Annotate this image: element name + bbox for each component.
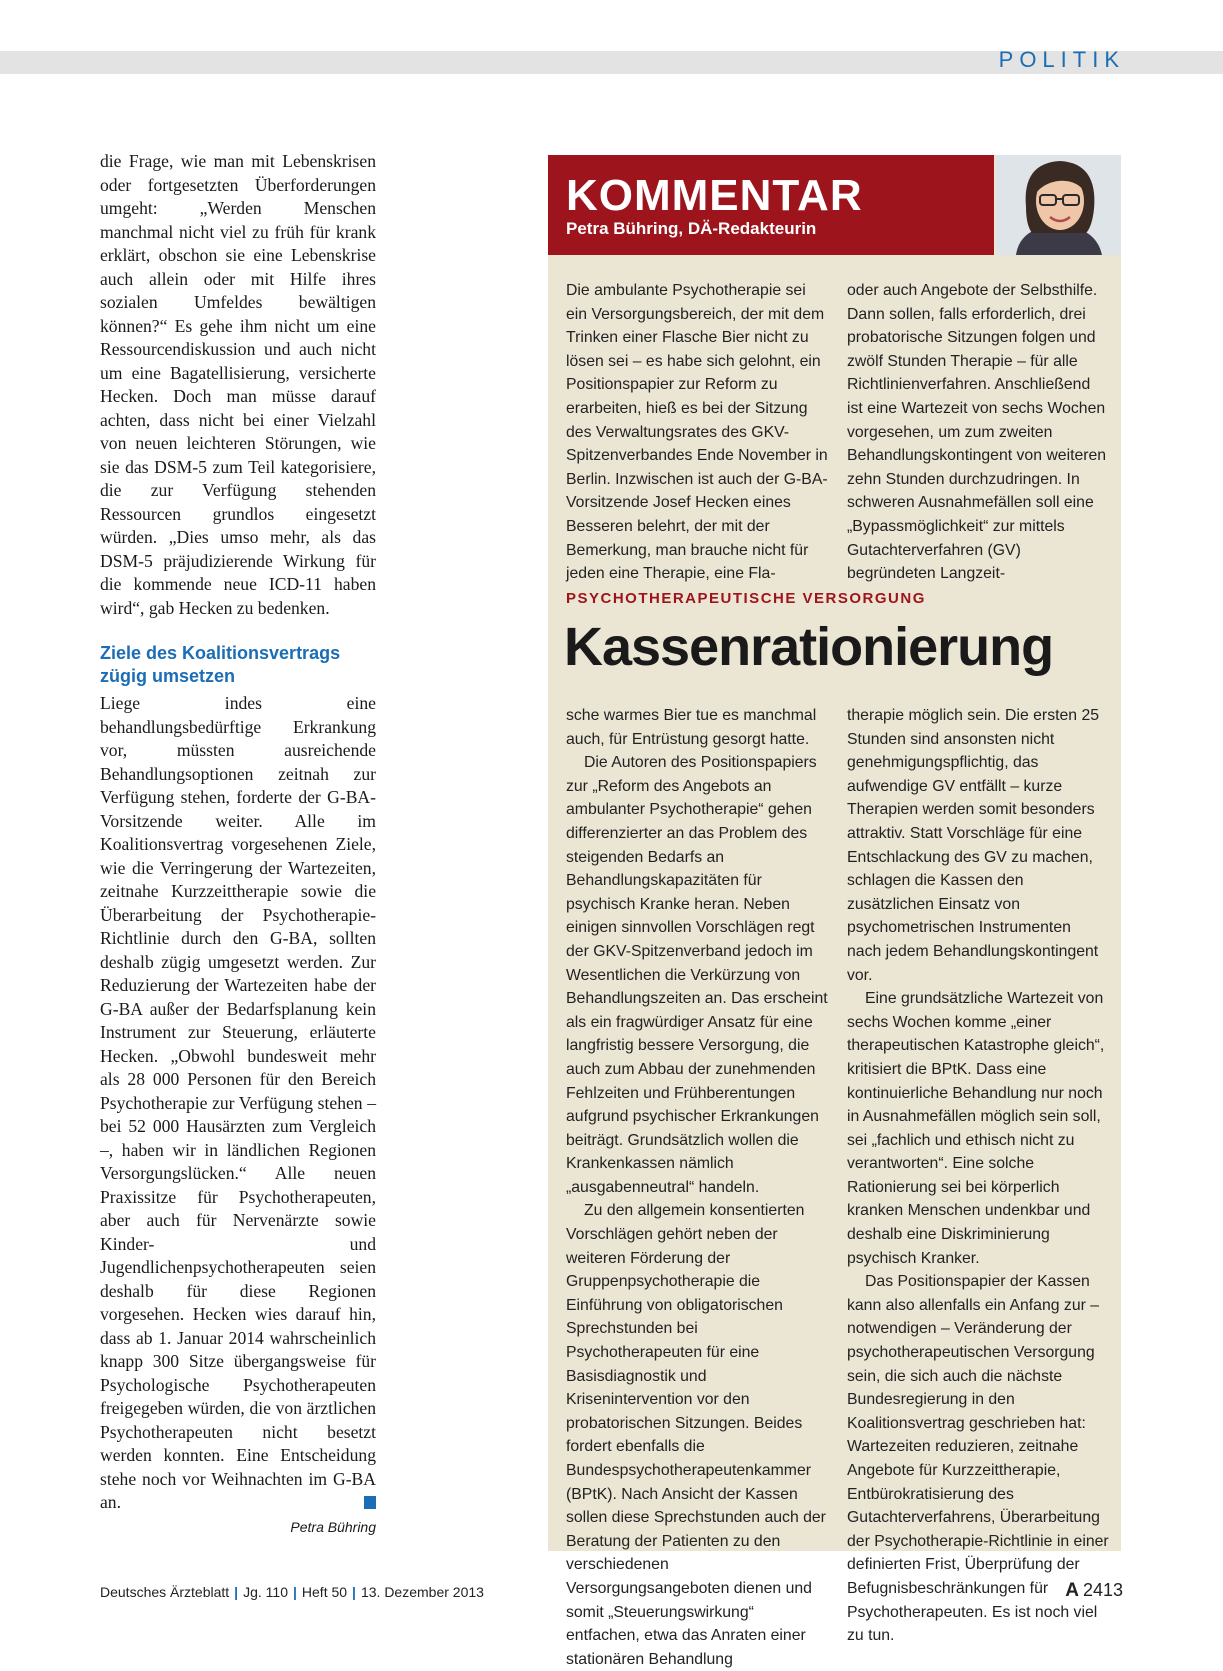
kommentar-header: [548, 155, 994, 255]
kommentar-headline: Kassenrationierung: [564, 617, 1054, 677]
kommentar-paragraph: sche warmes Bier tue es manchmal auch, für Entrüstung gesorgt hatte.: [566, 707, 817, 748]
page-number: [1065, 1580, 1123, 1602]
kommentar-label: KOMMENTAR: [566, 171, 863, 220]
page-prefix: A: [1065, 1580, 1079, 1601]
footer-journal: Deutsches Ärzteblatt: [100, 1584, 230, 1600]
article-paragraph: die Frage, wie man mit Lebenskrisen oder fortgesetzten Überforderungen umgeht: „Werden Menschen manchmal nicht viel zu früh für krank erklärt, obschon sie eine Lebenskrise auch allein oder mit Hilfe ihres sozialen Umfeldes bewältigen können?“ Es gehe ihm nicht um eine Ressourcendiskussion und auch nicht um eine Bagatellisierung, versicherte Hecken. Doch man müsse darauf achten, dass nicht bei einer Vielzahl von neuen leichteren Störungen, wie sie das DSM-5 zum Teil kategorisiere, die zur Verfügung stehenden Ressourcen grundlos eingesetzt würden. „Dies umso mehr, als das DSM-5 präjudizierende Wirkung für die kommende neue ICD-11 haben wird“, gab Hecken zu bedenken.: [100, 151, 376, 618]
kommentar-text-column: [566, 279, 828, 586]
footer-date: 13. Dezember 2013: [360, 1584, 484, 1600]
footer-volume: Jg. 110: [243, 1584, 288, 1600]
page-number-value: 2413: [1082, 1580, 1123, 1600]
article-subheading: Ziele des Koalitionsvertrags zügig umsetzen: [100, 643, 341, 686]
kommentar-paragraph: Die ambulante Psychotherapie sei ein Versorgungsbereich, der mit dem Trinken einer Flasche Bier nicht zu lösen sei – es habe sich gelohnt, ein Positionspapier zur Reform zu erarbeiten, hieß es bei der Sitzung des Verwaltungsrates des GKV-Spitzenverbandes Ende November in Berlin. Inzwischen ist auch der G-BA-Vorsitzende Josef Hecken eines Besseren belehrt, der mit der Bemerkung, man brauche nicht für jeden eine Therapie, eine Fla-: [566, 282, 828, 583]
footer-separator: |: [352, 1584, 356, 1600]
page-footer: [100, 1584, 484, 1600]
article-paragraph: Liege indes eine behandlungsbedürftige Erkrankung vor, müssten ausreichende Behandlungsoptionen zeitnah zur Verfügung stehen, forderte der G-BA-Vorsitzende weiter. Alle im Koalitionsvertrag vorgesehenen Ziele, wie die Verringerung der Wartezeiten, zeitnahe Kurzzeittherapie sowie die Überarbeitung der Psychotherapie-Richtlinie durch den G-BA, sollten deshalb zügig umgesetzt werden. Zur Reduzierung der Wartezeiten habe der G-BA außer der Bedarfsplanung kein Instrument zur Steuerung, erläuterte Hecken. „Obwohl bundesweit mehr als 28 000 Personen für den Bereich Psychotherapie zur Verfügung stehen – bei 52 000 Hausärzten zum Vergleich –, haben wir in ländlichen Regionen Versorgungslücken.“ Alle neuen Praxissitze für Psychotherapeuten, aber auch für Nervenärzte sowie Kinder- und Jugendlichenpsychotherapeuten seien deshalb für diese Regionen vorgesehen. Hecken wies darauf hin, dass ab 1. Januar 2014 wahrscheinlich knapp 300 Sitze übergangsweise für Psychologische Psychotherapeuten freigegeben würden, die von ärztlichen Psychotherapeuten nicht besetzt werden konnten. Eine Entscheidung stehe noch vor Weihnachten im G-BA an.: [100, 693, 376, 1512]
portrait-photo-icon: [996, 155, 1121, 255]
kommentar-paragraph: Das Positionspapier der Kassen kann also allenfalls ein Anfang zur – notwendigen – Veränderung der psychotherapeutischen Versorgung sein, die sich auch die nächste Bundesregierung in den Koalitionsvertrag geschrieben hat: Wartezeiten reduzieren, zeitnahe Angebote für Kurzzeittherapie, Entbürokratisierung des Gutachterverfahrens, Überarbeitung der Psychotherapie-Richtlinie in einer definierten Frist, Überprüfung der Befugnisbeschränkungen für Psychotherapeuten. Es ist noch viel zu tun.: [847, 1273, 1109, 1645]
kommentar-paragraph: oder auch Angebote der Selbsthilfe. Dann sollen, falls erforderlich, drei probatorische Sitzungen folgen und zwölf Stunden Therapie – für alle Richtlinienverfahren. Anschließend ist eine Wartezeit von sechs Wochen vorgesehen, um zum zweiten Behandlungskontingent von weiteren zehn Stunden durchzudringen. In schweren Ausnahmefällen soll eine „Bypassmöglichkeit“ zur mittels Gutachterverfahren (GV) begründeten Langzeit-: [847, 282, 1107, 583]
article-author: Petra Bühring: [290, 1518, 376, 1535]
kommentar-paragraph: Eine grundsätzliche Wartezeit von sechs Wochen komme „einer therapeutischen Katastrophe gleich“, kritisiert die BPtK. Dass eine kontinuierliche Behandlung nur noch in Ausnahmefällen möglich sein soll, sei „fachlich und ethisch nicht zu verantworten“. Eine solche Rationierung sei bei körperlich kranken Menschen undenkbar und deshalb eine Diskriminierung psychisch Kranker.: [847, 990, 1105, 1267]
kommentar-paragraph: Die Autoren des Positionspapiers zur „Reform des Angebots an ambulanter Psychotherapie“ gehen differenzierter an das Problem des steigenden Bedarfs an Behandlungskapazitäten für psychisch Kranke heran. Neben einigen sinnvollen Vorschlägen regt der GKV-Spitzenverband jedoch im Wesentlichen die Verkürzung von Behandlungszeiten an. Das erscheint als ein fragwürdiger Ansatz für eine langfristig bessere Versorgung, die auch zum Abbau der zunehmenden Fehlzeiten und Frühberentungen aufgrund psychischer Erkrankungen beiträgt. Grundsätzlich wollen die Krankenkassen nämlich „ausgabenneutral“ handeln.: [566, 754, 828, 1196]
footer-separator: |: [292, 1584, 297, 1600]
kommentar-paragraph: therapie möglich sein. Die ersten 25 Stunden sind ansonsten nicht genehmigungspflichtig, das aufwendige GV entfällt – kurze Therapien werden somit besonders attraktiv. Statt Vorschläge für eine Entschlackung des GV zu machen, schlagen die Kassen den zusätzlichen Einsatz von psychometrischen Instrumenten nach jedem Behandlungskontingent vor.: [847, 707, 1100, 984]
kommentar-paragraph: Zu den allgemein konsentierten Vorschlägen gehört neben der weiteren Förderung der Gruppenpsychotherapie die Einführung von obligatorischen Sprechstunden bei Psychotherapeuten für eine Basisdiagnostik und Krisenintervention vor den probatorischen Sitzungen. Beides fordert ebenfalls die Bundespsychotherapeutenkammer (BPtK). Nach Ansicht der Kassen sollen diese Sprechstunden auch der Beratung der Patienten zu den verschiedenen Versorgungsangeboten dienen und somit „Steuerungswirkung“ entfachen, etwa das Anraten einer stationären Behandlung: [566, 1202, 826, 1668]
section-label: POLITIK: [998, 47, 1125, 72]
end-square-icon: [364, 1496, 376, 1509]
article-left-column: [100, 150, 376, 1537]
kommentar-author: Petra Bühring, DÄ-Redakteurin: [566, 219, 817, 238]
kommentar-kicker: PSYCHOTHERAPEUTISCHE VERSORGUNG: [566, 590, 926, 607]
footer-separator: |: [234, 1584, 239, 1600]
kommentar-text-column: [566, 704, 828, 1671]
kommentar-text-column: [847, 704, 1109, 1648]
footer-issue: Heft 50: [301, 1584, 348, 1600]
author-portrait: [996, 155, 1121, 255]
kommentar-text-column: [847, 279, 1109, 586]
